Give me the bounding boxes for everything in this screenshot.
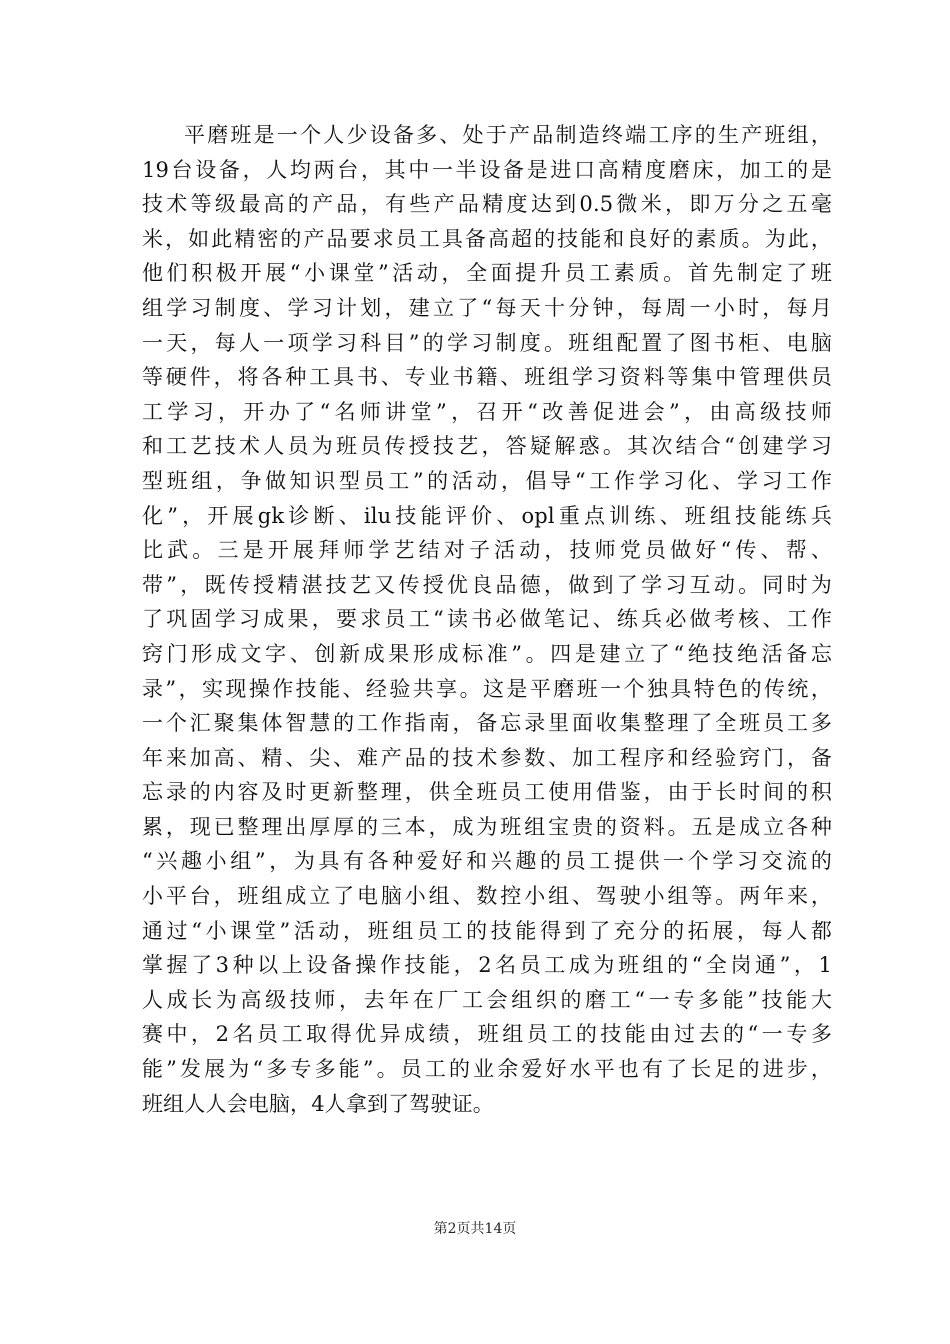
- text-line: 平磨班是一个人少设备多、处于产品制造终端工序的生产班组，: [184, 123, 832, 147]
- text-line: 工学习，开办了“名师讲堂”，召开“改善促进会”，由高级技师: [142, 399, 832, 424]
- text-line: 班组人人会电脑，4人拿到了驾驶证。: [142, 1091, 494, 1116]
- text-line: 掌握了3种以上设备操作技能，2名员工成为班组的“全岗通”，1: [142, 953, 832, 978]
- text-line: 比武。三是开展拜师学艺结对子活动，技师党员做好“传、帮、: [142, 538, 832, 563]
- text-line: 他们积极开展“小课堂”活动，全面提升员工素质。首先制定了班: [142, 261, 832, 286]
- text-line: 累，现已整理出厚厚的三本，成为班组宝贵的资料。五是成立各种: [142, 814, 832, 839]
- page-number: 第2页共14页: [433, 1221, 517, 1237]
- body-paragraph: [142, 118, 832, 1121]
- text-line: 忘录的内容及时更新整理，供全班员工使用借鉴，由于长时间的积: [142, 780, 832, 805]
- text-line: 型班组，争做知识型员工”的活动，倡导“工作学习化、学习工作: [142, 468, 832, 493]
- text-line: 带”，既传授精湛技艺又传授优良品德，做到了学习互动。同时为: [142, 572, 832, 597]
- text-line: 组学习制度、学习计划，建立了“每天十分钟，每周一小时，每月: [142, 295, 832, 320]
- text-line: 人成长为高级技师，去年在厂工会组织的磨工“一专多能”技能大: [142, 987, 832, 1012]
- text-line: 年来加高、精、尖、难产品的技术参数、加工程序和经验窍门，备: [142, 745, 832, 770]
- text-line: 一个汇聚集体智慧的工作指南，备忘录里面收集整理了全班员工多: [142, 711, 832, 736]
- text-line: 等硬件，将各种工具书、专业书籍、班组学习资料等集中管理供员: [142, 365, 832, 390]
- text-line: 小平台，班组成立了电脑小组、数控小组、驾驶小组等。两年来，: [142, 884, 832, 909]
- text-line: 窍门形成文字、创新成果形成标准”。四是建立了“绝技绝活备忘: [142, 641, 832, 666]
- text-line: 录”，实现操作技能、经验共享。这是平磨班一个独具特色的传统，: [142, 676, 832, 701]
- text-line: “兴趣小组”，为具有各种爱好和兴趣的员工提供一个学习交流的: [142, 849, 832, 874]
- text-line: 通过“小课堂”活动，班组员工的技能得到了充分的拓展，每人都: [142, 918, 832, 943]
- text-line: 一天，每人一项学习科目”的学习制度。班组配置了图书柜、电脑: [142, 330, 832, 355]
- text-line: 和工艺技术人员为班员传授技艺，答疑解惑。其次结合“创建学习: [142, 434, 832, 459]
- text-line: 化”，开展gk诊断、ilu技能评价、opl重点训练、班组技能练兵: [142, 503, 832, 528]
- text-line: 能”发展为“多专多能”。员工的业余爱好水平也有了长足的进步，: [142, 1057, 832, 1082]
- text-line: 技术等级最高的产品，有些产品精度达到0.5微米，即万分之五毫: [142, 192, 832, 217]
- text-line: 赛中，2名员工取得优异成绩，班组员工的技能由过去的“一专多: [142, 1022, 832, 1047]
- page-footer: [0, 1218, 950, 1238]
- text-line: 19台设备，人均两台，其中一半设备是进口高精度磨床，加工的是: [142, 157, 832, 182]
- text-line: 米，如此精密的产品要求员工具备高超的技能和良好的素质。为此，: [142, 226, 832, 251]
- text-line: 了巩固学习成果，要求员工“读书必做笔记、练兵必做考核、工作: [142, 607, 832, 632]
